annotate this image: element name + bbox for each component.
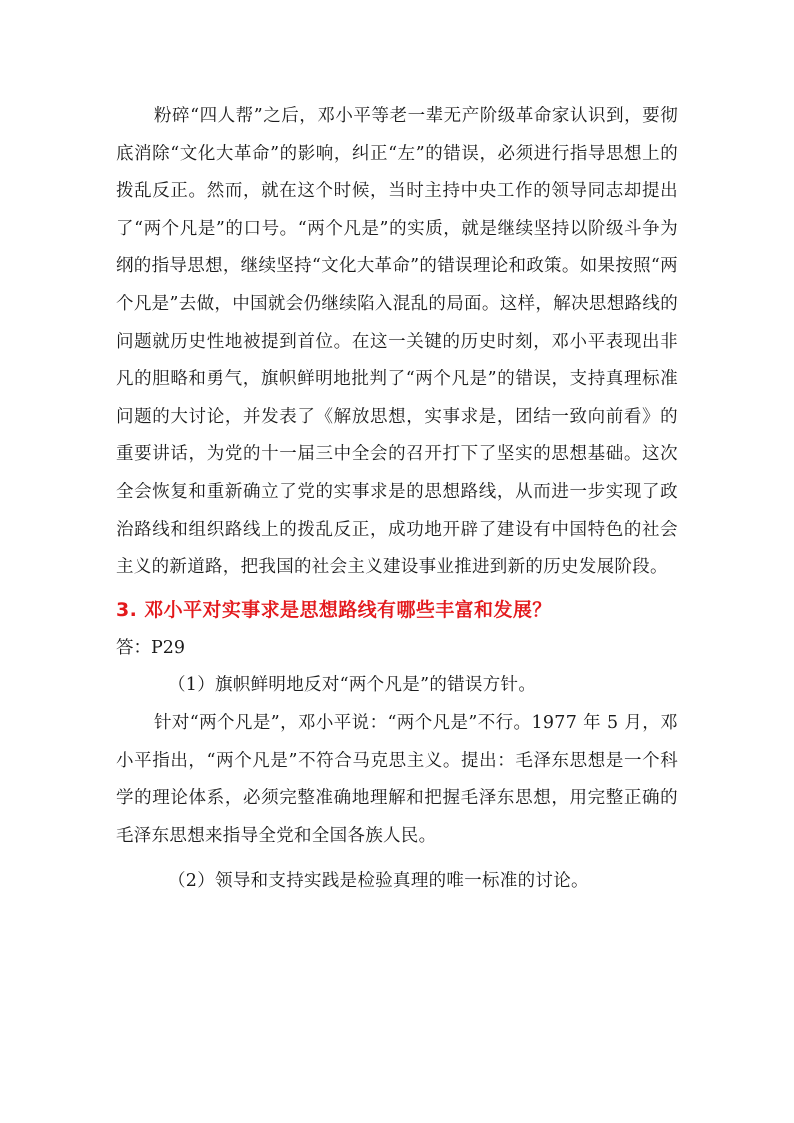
- answer-point-1: （1）旗帜鲜明地反对“两个凡是”的错误方针。: [168, 675, 537, 696]
- answer-label: 答：P29: [116, 637, 186, 658]
- paragraph-answer-detail: 针对“两个凡是”，邓小平说：“两个凡是”不行。1977 年 5 月，邓小平指出，“两个凡是”不符合马克思主义。提出：毛泽东思想是一个科学的理论体系，必须完整准确地理解和把握毛泽东思想，用完整正确的毛泽东思想来指导全党和全国各族人民。: [116, 712, 678, 846]
- answer-point-2: （2）领导和支持实践是检验真理的唯一标准的讨论。: [168, 871, 589, 892]
- document-body: [116, 98, 678, 901]
- paragraph-context: 粉碎“四人帮”之后，邓小平等老一辈无产阶级革命家认识到，要彻底消除“文化大革命”的影响，纠正“左”的错误，必须进行指导思想上的拨乱反正。然而，就在这个时候，当时主持中央工作的领导同志却提出了“两个凡是”的口号。“两个凡是”的实质，就是继续坚持以阶级斗争为纲的指导思想，继续坚持“文化大革命”的错误理论和政策。如果按照“两个凡是”去做，中国就会仍继续陷入混乱的局面。这样，解决思想路线的问题就历史性地被提到首位。在这一关键的历史时刻，邓小平表现出非凡的胆略和勇气，旗帜鲜明地批判了“两个凡是”的错误，支持真理标准问题的大讨论，并发表了《解放思想，实事求是，团结一致向前看》的重要讲话，为党的十一届三中全会的召开打下了坚实的思想基础。这次全会恢复和重新确立了党的实事求是的思想路线，从而进一步实现了政治路线和组织路线上的拨乱反正，成功地开辟了建设有中国特色的社会主义的新道路，把我国的社会主义建设事业推进到新的历史发展阶段。: [116, 106, 678, 578]
- spacer: [116, 855, 678, 863]
- question-heading: 3. 邓小平对实事求是思想路线有哪些丰富和发展？: [116, 598, 552, 621]
